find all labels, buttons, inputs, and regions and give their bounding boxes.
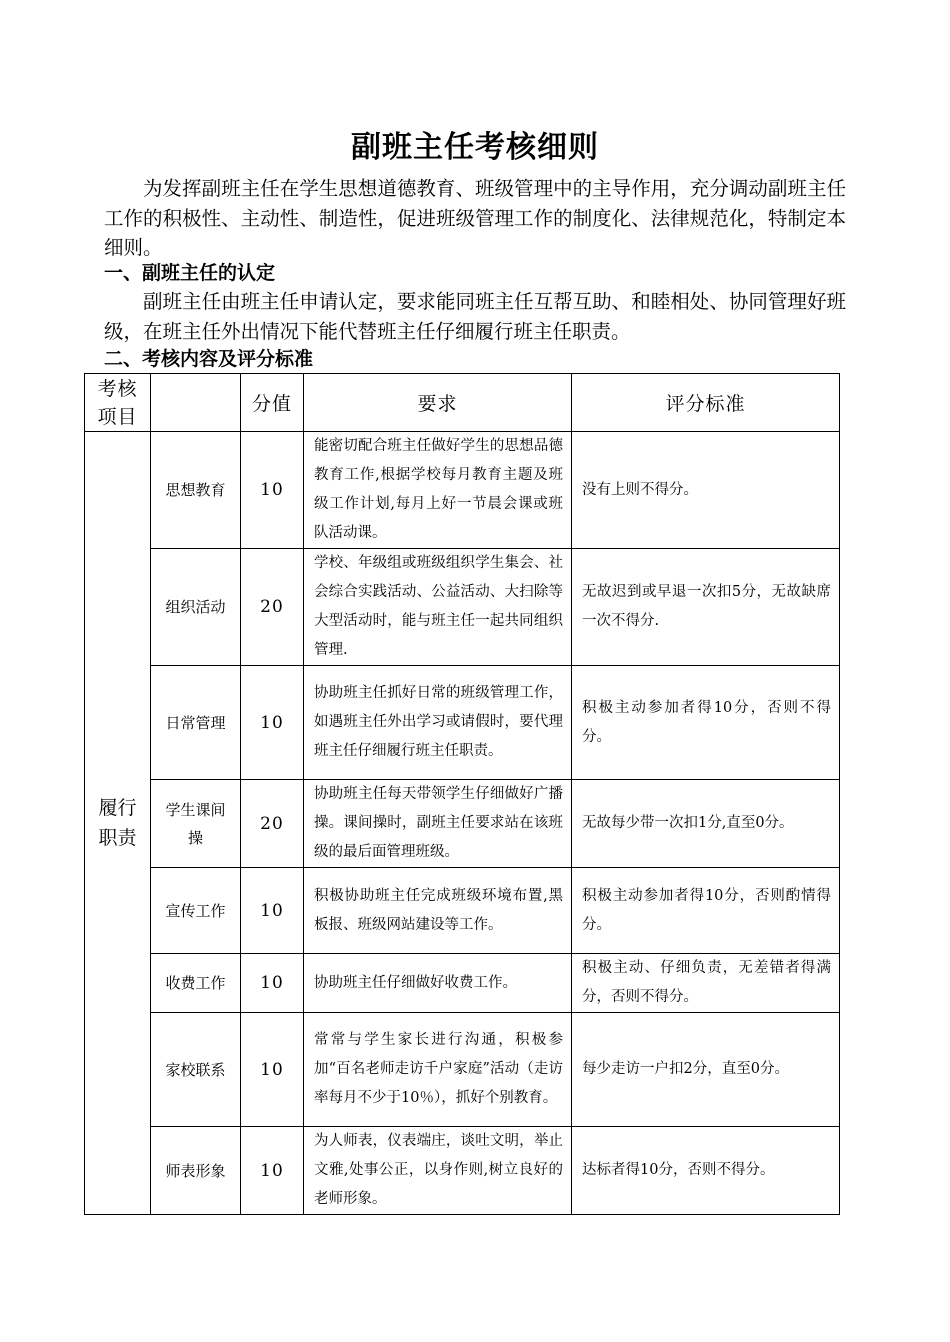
- header-score: 分值: [241, 374, 304, 432]
- table-header-row: [85, 374, 840, 432]
- table-row: [85, 549, 840, 666]
- row-standard: 积极主动参加者得10分，否则不得分。: [572, 666, 840, 780]
- row-score: 10: [241, 432, 304, 549]
- row-score: 10: [241, 868, 304, 954]
- row-item: 思想教育: [151, 432, 241, 549]
- row-item: 日常管理: [151, 666, 241, 780]
- row-item: 家校联系: [151, 1013, 241, 1127]
- row-standard: 没有上则不得分。: [572, 432, 840, 549]
- row-score: 20: [241, 549, 304, 666]
- assessment-table: [84, 373, 840, 1215]
- row-standard: 积极主动参加者得10分，否则酌情得分。: [572, 868, 840, 954]
- section1-heading: 一、副班主任的认定: [104, 262, 276, 284]
- table-row: [85, 868, 840, 954]
- header-project: 考核项目: [85, 374, 151, 432]
- row-requirement: 积极协助班主任完成班级环境布置,黑板报、班级网站建设等工作。: [304, 868, 572, 954]
- row-score: 10: [241, 1013, 304, 1127]
- row-requirement: 为人师表，仪表端庄，谈吐文明，举止文雅,处事公正，以身作则,树立良好的老师形象。: [304, 1127, 572, 1215]
- row-item: 宣传工作: [151, 868, 241, 954]
- section2-heading: 二、考核内容及评分标准: [104, 348, 314, 370]
- row-requirement: 常常与学生家长进行沟通，积极参加“百名老师走访千户家庭”活动（走访率每月不少于10％），抓好个别教育。: [304, 1013, 572, 1127]
- row-requirement: 学校、年级组或班级组织学生集会、社会综合实践活动、公益活动、大扫除等大型活动时，能与班主任一起共同组织管理.: [304, 549, 572, 666]
- table-row: [85, 1013, 840, 1127]
- table-row: [85, 780, 840, 868]
- row-standard: 每少走访一户扣2分，直至0分。: [572, 1013, 840, 1127]
- table-row: [85, 954, 840, 1013]
- header-standard: 评分标准: [572, 374, 840, 432]
- category-cell: 履行职责: [85, 432, 151, 1215]
- section1-body: 副班主任由班主任申请认定，要求能同班主任互帮互助、和睦相处、协同管理好班级，在班主任外出情况下能代替班主任仔细履行班主任职责。: [104, 290, 846, 343]
- table-row: [85, 1127, 840, 1215]
- row-standard: 积极主动、仔细负责，无差错者得满分，否则不得分。: [572, 954, 840, 1013]
- header-requirement: 要求: [304, 374, 572, 432]
- row-standard: 达标者得10分，否则不得分。: [572, 1127, 840, 1215]
- intro-paragraph: 为发挥副班主任在学生思想道德教育、班级管理中的主导作用，充分调动副班主任工作的积极性、主动性、制造性，促进班级管理工作的制度化、法律规范化，特制定本细则。: [104, 177, 846, 259]
- row-score: 10: [241, 1127, 304, 1215]
- row-item: 师表形象: [151, 1127, 241, 1215]
- row-score: 10: [241, 954, 304, 1013]
- header-blank: [151, 374, 241, 432]
- table-row: [85, 666, 840, 780]
- row-standard: 无故每少带一次扣1分,直至0分。: [572, 780, 840, 868]
- document-title: 副班主任考核细则: [351, 130, 599, 165]
- row-score: 10: [241, 666, 304, 780]
- row-item: 学生课间操: [151, 780, 241, 868]
- row-standard: 无故迟到或早退一次扣5分，无故缺席一次不得分.: [572, 549, 840, 666]
- row-item: 组织活动: [151, 549, 241, 666]
- table-row: [85, 432, 840, 549]
- row-requirement: 能密切配合班主任做好学生的思想品德教育工作,根据学校每月教育主题及班级工作计划,每月上好一节晨会课或班队活动课。: [304, 432, 572, 549]
- row-requirement: 协助班主任抓好日常的班级管理工作，如遇班主任外出学习或请假时，要代理班主任仔细履行班主任职责。: [304, 666, 572, 780]
- row-requirement: 协助班主任仔细做好收费工作。: [304, 954, 572, 1013]
- row-requirement: 协助班主任每天带领学生仔细做好广播操。课间操时，副班主任要求站在该班级的最后面管理班级。: [304, 780, 572, 868]
- row-item: 收费工作: [151, 954, 241, 1013]
- row-score: 20: [241, 780, 304, 868]
